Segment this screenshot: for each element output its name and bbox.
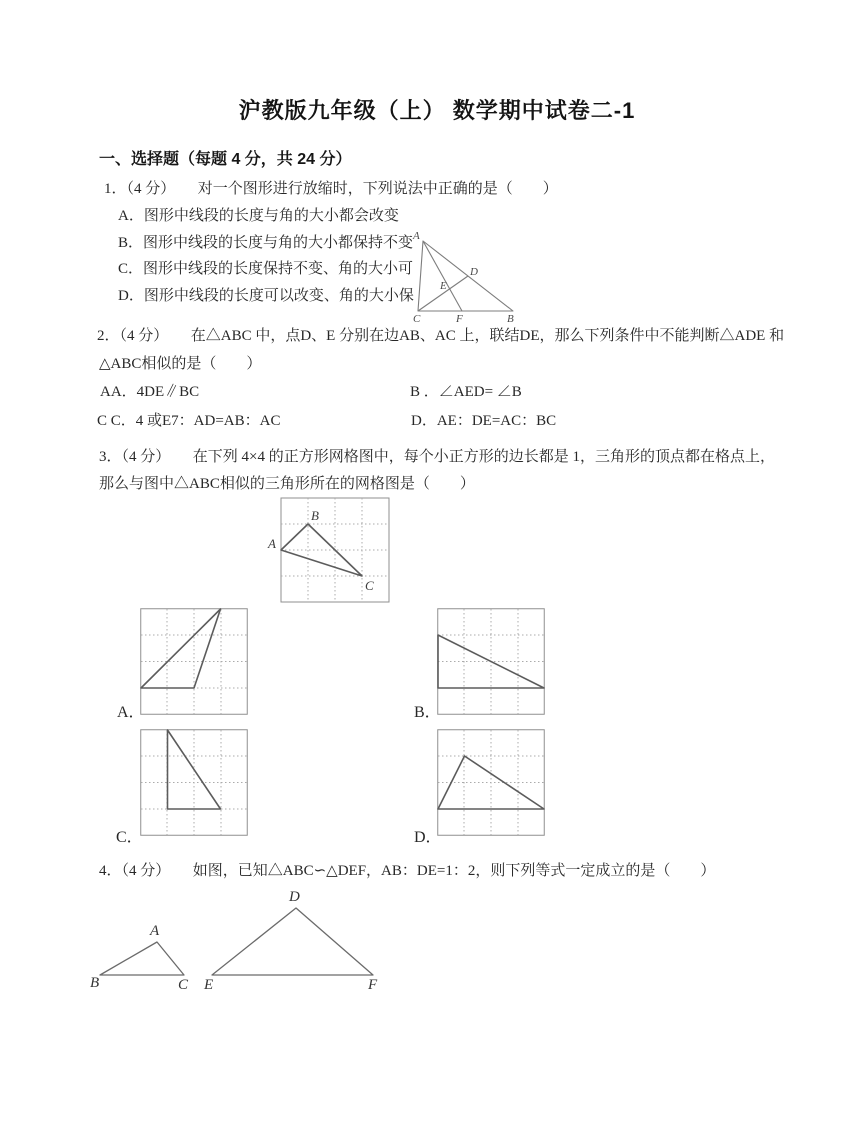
q3-vertex-label-a: A — [268, 536, 276, 551]
q3-stem-line1: 3．（4 分） 在下列 4×4 的正方形网格图中，每个小正方形的边长都是 1，三角形的顶点都在格点上， — [99, 449, 775, 465]
q3-option-a-label: A． — [117, 704, 145, 721]
q1-cevian-af — [423, 241, 462, 311]
q1-vertex-label-b: B — [507, 313, 514, 325]
q1-option-d: D．图形中线段的长度可以改变、角的大小保 — [118, 288, 414, 304]
q2-option-a: AA．4DE∥BC — [100, 384, 200, 400]
q1-triangle-figure — [395, 228, 545, 323]
q3-option-d-label: D． — [414, 829, 442, 846]
q2-stem-line1: 2．（4 分） 在△ABC 中，点D、E 分别在边AB、AC 上，联结DE，那么下列条件中不能判断△ADE 和 — [97, 328, 785, 344]
q4-vertex-label-b: B — [90, 975, 100, 991]
q4-similar-triangles-figure — [88, 888, 388, 998]
q4-vertex-label-a: A — [150, 923, 160, 939]
q3-vertex-label-c: C — [365, 578, 374, 593]
q3-option-a-triangle — [141, 609, 221, 688]
q1-option-b: B．图形中线段的长度与角的大小都保持不变 — [118, 235, 414, 251]
q3-stem-line2: 那么与图中△ABC相似的三角形所在的网格图是（ ） — [99, 476, 475, 492]
q1-vertex-label-c: C — [413, 313, 421, 325]
q4-vertex-label-f: F — [368, 977, 378, 993]
q3-option-b-label: B． — [414, 704, 441, 721]
q4-vertex-label-d: D — [289, 889, 300, 905]
q3-option-c-triangle — [168, 730, 221, 809]
q4-small-triangle — [100, 942, 184, 975]
q2-option-d: D．AE：DE=AC：BC — [411, 413, 557, 429]
q3-option-b-triangle — [438, 635, 544, 688]
q1-stem: 1．（4 分） 对一个图形进行放缩时，下列说法中正确的是（ ） — [104, 181, 558, 197]
q2-stem-line2: △ABC相似的是（ ） — [99, 356, 262, 372]
q3-option-c-grid — [140, 729, 248, 836]
q3-option-a-grid — [140, 608, 248, 715]
q1-option-a: A．图形中线段的长度与角的大小都会改变 — [118, 208, 399, 224]
q1-vertex-label-e: E — [440, 280, 447, 292]
q4-vertex-label-e: E — [204, 977, 214, 993]
q3-option-d-grid — [437, 729, 545, 836]
q3-option-b-grid — [437, 608, 545, 715]
q4-large-triangle — [212, 908, 373, 975]
page-title: 沪教版九年级（上） 数学期中试卷二-1 — [238, 98, 636, 123]
q3-vertex-label-b: B — [311, 508, 319, 523]
q3-main-grid-figure — [268, 493, 394, 608]
q2-option-c: C C．4 或E7：AD=AB：AC — [97, 413, 281, 429]
q3-option-c-label: C． — [116, 829, 143, 846]
q1-vertex-label-a: A — [413, 230, 420, 242]
section-header: 一、选择题（每题 4 分，共 24 分） — [99, 151, 352, 168]
q4-vertex-label-c: C — [178, 977, 189, 993]
q1-option-c: C．图形中线段的长度保持不变、角的大小可 — [118, 261, 414, 277]
q1-vertex-label-f: F — [456, 313, 463, 325]
q2-option-b: B ．∠AED= ∠B — [410, 384, 522, 400]
q1-vertex-label-d: D — [470, 266, 478, 278]
q4-stem: 4．（4 分） 如图，已知△ABC∽△DEF，AB：DE=1：2，则下列等式一定成立的是（ ） — [99, 863, 716, 879]
